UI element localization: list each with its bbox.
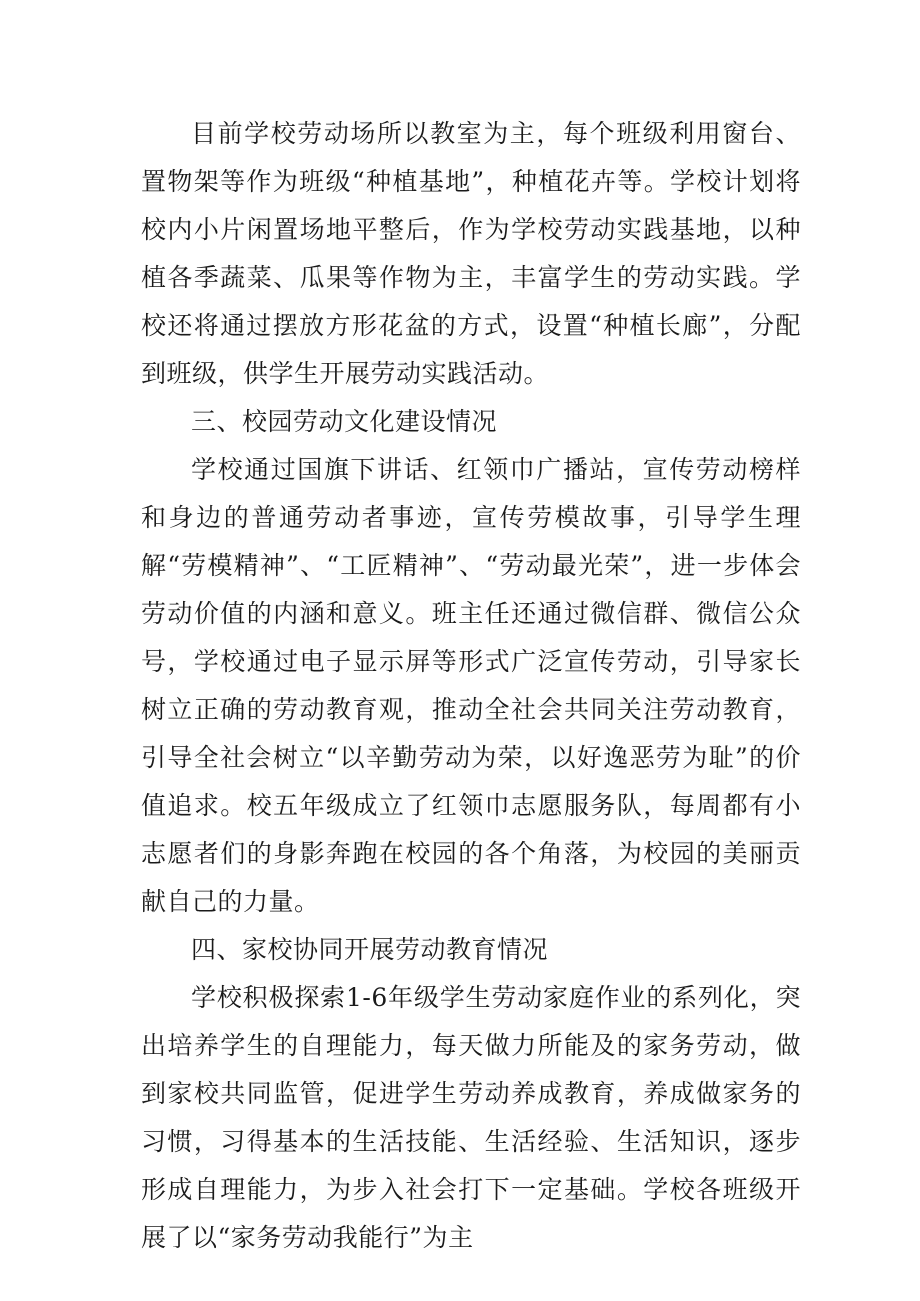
paragraph-workplace: 目前学校劳动场所以教室为主，每个班级利用窗台、置物架等作为班级“种植基地”，种植花卉等。学校计划将校内小片闲置场地平整后，作为学校劳动实践基地，以种植各季蔬菜、瓜果等作物为主，丰富学生的劳动实践。学校还将通过摆放方形花盆的方式，设置“种植长廊”，分配到班级，供学生开展劳动实践活动。	[141, 119, 801, 388]
section-heading-culture: 三、校园劳动文化建设情况	[191, 407, 498, 436]
document-body	[141, 110, 801, 1262]
paragraph-home-school: 学校积极探索1-6年级学生劳动家庭作业的系列化，突出培养学生的自理能力，每天做力所能及的家务劳动，做到家校共同监管，促进学生劳动养成教育，养成做家务的习惯，习得基本的生活技能、生活经验、生活知识，逐步形成自理能力，为步入社会打下一定基础。学校各班级开展了以“家务劳动我能行”为主	[141, 983, 801, 1252]
section-heading-home-school: 四、家校协同开展劳动教育情况	[191, 935, 549, 964]
paragraph-culture: 学校通过国旗下讲话、红领巾广播站，宣传劳动榜样和身边的普通劳动者事迹，宣传劳模故事，引导学生理解“劳模精神”、“工匠精神”、“劳动最光荣”，进一步体会劳动价值的内涵和意义。班主任还通过微信群、微信公众号，学校通过电子显示屏等形式广泛宣传劳动，引导家长树立正确的劳动教育观，推动全社会共同关注劳动教育，引导全社会树立“以辛勤劳动为荣，以好逸恶劳为耻”的价值追求。校五年级成立了红领巾志愿服务队，每周都有小志愿者们的身影奔跑在校园的各个角落，为校园的美丽贡献自己的力量。	[141, 455, 801, 916]
